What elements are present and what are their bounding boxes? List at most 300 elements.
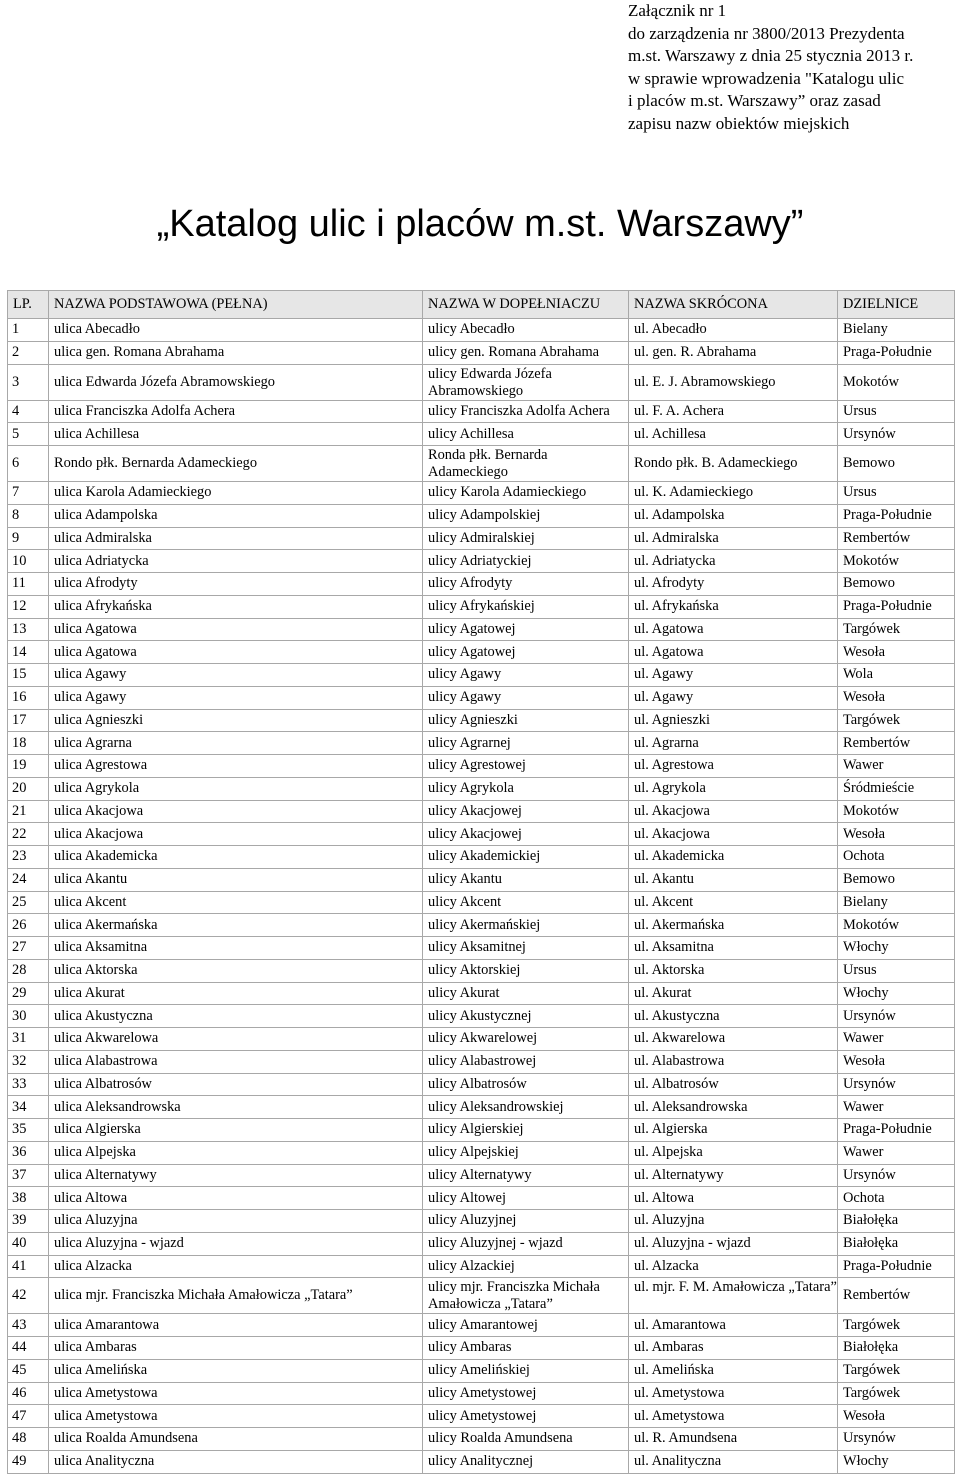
table-row <box>8 1141 955 1164</box>
row-number: 17 <box>8 709 49 732</box>
district-cell: Praga-Południe <box>838 1119 955 1142</box>
row-number: 46 <box>8 1382 49 1405</box>
row-number: 29 <box>8 982 49 1005</box>
short-name-cell: ul. Ametystowa <box>629 1405 838 1428</box>
annex-line: zapisu nazw obiektów miejskich <box>628 113 850 133</box>
district-cell: Ursynów <box>838 423 955 446</box>
full-name-cell: ulica Agawy <box>49 664 423 687</box>
district-cell: Ursynów <box>838 1164 955 1187</box>
genitive-name-cell: ulicy mjr. Franciszka Michała Amałowicza „Tatara” <box>423 1278 629 1314</box>
short-name-cell: ul. F. A. Achera <box>629 400 838 423</box>
row-number: 40 <box>8 1232 49 1255</box>
district-cell: Ursynów <box>838 1073 955 1096</box>
table-row <box>8 823 955 846</box>
table-row <box>8 937 955 960</box>
genitive-name-cell: ulicy Abecadło <box>423 319 629 342</box>
district-cell: Włochy <box>838 982 955 1005</box>
short-name-cell: ul. Afrykańska <box>629 595 838 618</box>
row-number: 11 <box>8 573 49 596</box>
short-name-cell: ul. E. J. Abramowskiego <box>629 364 838 400</box>
district-cell: Wawer <box>838 755 955 778</box>
short-name-cell: ul. Agatowa <box>629 641 838 664</box>
full-name-cell: ulica Aluzyjna <box>49 1210 423 1233</box>
header-lp: LP. <box>8 291 49 319</box>
full-name-cell: ulica Adampolska <box>49 504 423 527</box>
full-name-cell: ulica Akantu <box>49 868 423 891</box>
district-cell: Ursus <box>838 400 955 423</box>
table-row <box>8 319 955 342</box>
district-cell: Wesoła <box>838 641 955 664</box>
row-number: 49 <box>8 1450 49 1473</box>
short-name-cell: ul. Alpejska <box>629 1141 838 1164</box>
district-cell: Bielany <box>838 319 955 342</box>
row-number: 9 <box>8 527 49 550</box>
short-name-cell: ul. Ambaras <box>629 1337 838 1360</box>
row-number: 43 <box>8 1314 49 1337</box>
full-name-cell: ulica Alzacka <box>49 1255 423 1278</box>
row-number: 39 <box>8 1210 49 1233</box>
genitive-name-cell: ulicy Agrykola <box>423 777 629 800</box>
genitive-name-cell: Ronda płk. Bernarda Adameckiego <box>423 446 629 482</box>
full-name-cell: ulica Edwarda Józefa Abramowskiego <box>49 364 423 400</box>
district-cell: Rembertów <box>838 527 955 550</box>
short-name-cell: ul. Altowa <box>629 1187 838 1210</box>
row-number: 27 <box>8 937 49 960</box>
district-cell: Praga-Południe <box>838 1255 955 1278</box>
row-number: 19 <box>8 755 49 778</box>
table-row <box>8 982 955 1005</box>
full-name-cell: ulica Agawy <box>49 686 423 709</box>
row-number: 28 <box>8 959 49 982</box>
short-name-cell: ul. Amarantowa <box>629 1314 838 1337</box>
genitive-name-cell: ulicy Altowej <box>423 1187 629 1210</box>
short-name-cell: ul. Agrestowa <box>629 755 838 778</box>
full-name-cell: ulica Alpejska <box>49 1141 423 1164</box>
table-row <box>8 1050 955 1073</box>
genitive-name-cell: ulicy Admiralskiej <box>423 527 629 550</box>
full-name-cell: ulica Akademicka <box>49 846 423 869</box>
full-name-cell: ulica Admiralska <box>49 527 423 550</box>
short-name-cell: Rondo płk. B. Adameckiego <box>629 446 838 482</box>
genitive-name-cell: ulicy Alabastrowej <box>423 1050 629 1073</box>
table-row <box>8 1096 955 1119</box>
short-name-cell: ul. Abecadło <box>629 319 838 342</box>
header-genitive-name: NAZWA W DOPEŁNIACZU <box>423 291 629 319</box>
genitive-name-cell: ulicy Amarantowej <box>423 1314 629 1337</box>
table-row <box>8 914 955 937</box>
genitive-name-cell: ulicy Akantu <box>423 868 629 891</box>
full-name-cell: ulica Karola Adamieckiego <box>49 482 423 505</box>
genitive-name-cell: ulicy Akustycznej <box>423 1005 629 1028</box>
genitive-name-cell: ulicy Alpejskiej <box>423 1141 629 1164</box>
short-name-cell: ul. Agawy <box>629 686 838 709</box>
full-name-cell: ulica Algierska <box>49 1119 423 1142</box>
full-name-cell: ulica Achillesa <box>49 423 423 446</box>
row-number: 30 <box>8 1005 49 1028</box>
short-name-cell: ul. Agrarna <box>629 732 838 755</box>
row-number: 41 <box>8 1255 49 1278</box>
table-row <box>8 686 955 709</box>
district-cell: Wola <box>838 664 955 687</box>
table-row <box>8 400 955 423</box>
genitive-name-cell: ulicy Akurat <box>423 982 629 1005</box>
genitive-name-cell: ulicy Alternatywy <box>423 1164 629 1187</box>
short-name-cell: ul. mjr. F. M. Amałowicza „Tatara” <box>629 1278 838 1314</box>
table-row <box>8 1428 955 1451</box>
full-name-cell: ulica gen. Romana Abrahama <box>49 341 423 364</box>
district-cell: Włochy <box>838 1450 955 1473</box>
short-name-cell: ul. Agrykola <box>629 777 838 800</box>
genitive-name-cell: ulicy Achillesa <box>423 423 629 446</box>
full-name-cell: ulica Agrykola <box>49 777 423 800</box>
short-name-cell: ul. Albatrosów <box>629 1073 838 1096</box>
genitive-name-cell: ulicy Agatowej <box>423 618 629 641</box>
district-cell: Wesoła <box>838 686 955 709</box>
district-cell: Rembertów <box>838 1278 955 1314</box>
table-header-row <box>8 291 955 319</box>
district-cell: Bemowo <box>838 868 955 891</box>
genitive-name-cell: ulicy Aleksandrowskiej <box>423 1096 629 1119</box>
genitive-name-cell: ulicy Afrykańskiej <box>423 595 629 618</box>
short-name-cell: ul. Akantu <box>629 868 838 891</box>
short-name-cell: ul. Admiralska <box>629 527 838 550</box>
full-name-cell: ulica Afrykańska <box>49 595 423 618</box>
full-name-cell: ulica Akwarelowa <box>49 1028 423 1051</box>
district-cell: Wesoła <box>838 1050 955 1073</box>
genitive-name-cell: ulicy Aluzyjnej <box>423 1210 629 1233</box>
full-name-cell: ulica Analityczna <box>49 1450 423 1473</box>
annex-line: do zarządzenia nr 3800/2013 Prezydenta <box>628 23 905 43</box>
full-name-cell: ulica Akcent <box>49 891 423 914</box>
row-number: 26 <box>8 914 49 937</box>
row-number: 16 <box>8 686 49 709</box>
full-name-cell: ulica Abecadło <box>49 319 423 342</box>
row-number: 18 <box>8 732 49 755</box>
district-cell: Białołęka <box>838 1232 955 1255</box>
district-cell: Wesoła <box>838 823 955 846</box>
table-row <box>8 777 955 800</box>
table-row <box>8 1405 955 1428</box>
table-row <box>8 1028 955 1051</box>
row-number: 42 <box>8 1278 49 1314</box>
row-number: 4 <box>8 400 49 423</box>
table-row <box>8 959 955 982</box>
genitive-name-cell: ulicy Akwarelowej <box>423 1028 629 1051</box>
genitive-name-cell: ulicy Karola Adamieckiego <box>423 482 629 505</box>
table-row <box>8 800 955 823</box>
row-number: 13 <box>8 618 49 641</box>
district-cell: Wawer <box>838 1141 955 1164</box>
row-number: 38 <box>8 1187 49 1210</box>
full-name-cell: ulica Franciszka Adolfa Achera <box>49 400 423 423</box>
short-name-cell: ul. Achillesa <box>629 423 838 446</box>
row-number: 37 <box>8 1164 49 1187</box>
district-cell: Wesoła <box>838 1405 955 1428</box>
table-row <box>8 1005 955 1028</box>
table-row <box>8 364 955 400</box>
short-name-cell: ul. Akcent <box>629 891 838 914</box>
genitive-name-cell: ulicy Roalda Amundsena <box>423 1428 629 1451</box>
district-cell: Mokotów <box>838 550 955 573</box>
row-number: 6 <box>8 446 49 482</box>
district-cell: Ursynów <box>838 1428 955 1451</box>
short-name-cell: ul. Aksamitna <box>629 937 838 960</box>
genitive-name-cell: ulicy Aktorskiej <box>423 959 629 982</box>
full-name-cell: ulica mjr. Franciszka Michała Amałowicza „Tatara” <box>49 1278 423 1314</box>
table-row <box>8 618 955 641</box>
table-row <box>8 1255 955 1278</box>
short-name-cell: ul. Agatowa <box>629 618 838 641</box>
row-number: 48 <box>8 1428 49 1451</box>
full-name-cell: ulica Adriatycka <box>49 550 423 573</box>
genitive-name-cell: ulicy Analitycznej <box>423 1450 629 1473</box>
full-name-cell: ulica Aluzyjna - wjazd <box>49 1232 423 1255</box>
full-name-cell: ulica Aksamitna <box>49 937 423 960</box>
row-number: 33 <box>8 1073 49 1096</box>
genitive-name-cell: ulicy gen. Romana Abrahama <box>423 341 629 364</box>
row-number: 44 <box>8 1337 49 1360</box>
full-name-cell: ulica Akacjowa <box>49 823 423 846</box>
district-cell: Ursus <box>838 482 955 505</box>
district-cell: Targówek <box>838 618 955 641</box>
page-title: „Katalog ulic i placów m.st. Warszawy” <box>156 203 804 245</box>
full-name-cell: ulica Ametystowa <box>49 1405 423 1428</box>
district-cell: Bemowo <box>838 446 955 482</box>
row-number: 35 <box>8 1119 49 1142</box>
district-cell: Bemowo <box>838 573 955 596</box>
district-cell: Praga-Południe <box>838 595 955 618</box>
annex-line: i placów m.st. Warszawy” oraz zasad <box>628 91 881 111</box>
district-cell: Bielany <box>838 891 955 914</box>
district-cell: Białołęka <box>838 1210 955 1233</box>
row-number: 47 <box>8 1405 49 1428</box>
genitive-name-cell: ulicy Afrodyty <box>423 573 629 596</box>
district-cell: Ursynów <box>838 1005 955 1028</box>
district-cell: Wawer <box>838 1096 955 1119</box>
district-cell: Rembertów <box>838 732 955 755</box>
row-number: 34 <box>8 1096 49 1119</box>
table-row <box>8 527 955 550</box>
table-row <box>8 1232 955 1255</box>
short-name-cell: ul. Alabastrowa <box>629 1050 838 1073</box>
short-name-cell: ul. Adampolska <box>629 504 838 527</box>
row-number: 2 <box>8 341 49 364</box>
row-number: 3 <box>8 364 49 400</box>
full-name-cell: ulica Albatrosów <box>49 1073 423 1096</box>
table-row <box>8 504 955 527</box>
genitive-name-cell: ulicy Edwarda Józefa Abramowskiego <box>423 364 629 400</box>
genitive-name-cell: ulicy Adriatyckiej <box>423 550 629 573</box>
table-row <box>8 868 955 891</box>
table-row <box>8 446 955 482</box>
genitive-name-cell: ulicy Akademickiej <box>423 846 629 869</box>
full-name-cell: ulica Altowa <box>49 1187 423 1210</box>
street-catalog-table <box>7 290 955 1474</box>
table-row <box>8 732 955 755</box>
short-name-cell: ul. Aleksandrowska <box>629 1096 838 1119</box>
full-name-cell: ulica Akurat <box>49 982 423 1005</box>
short-name-cell: ul. R. Amundsena <box>629 1428 838 1451</box>
full-name-cell: Rondo płk. Bernarda Adameckiego <box>49 446 423 482</box>
table-row <box>8 1450 955 1473</box>
short-name-cell: ul. Aluzyjna - wjazd <box>629 1232 838 1255</box>
table-row <box>8 755 955 778</box>
genitive-name-cell: ulicy Algierskiej <box>423 1119 629 1142</box>
header-short-name: NAZWA SKRÓCONA <box>629 291 838 319</box>
header-full-name: NAZWA PODSTAWOWA (PEŁNA) <box>49 291 423 319</box>
district-cell: Praga-Południe <box>838 504 955 527</box>
genitive-name-cell: ulicy Agawy <box>423 686 629 709</box>
table-row <box>8 1187 955 1210</box>
row-number: 32 <box>8 1050 49 1073</box>
full-name-cell: ulica Ambaras <box>49 1337 423 1360</box>
short-name-cell: ul. Aktorska <box>629 959 838 982</box>
short-name-cell: ul. gen. R. Abrahama <box>629 341 838 364</box>
full-name-cell: ulica Alternatywy <box>49 1164 423 1187</box>
full-name-cell: ulica Alabastrowa <box>49 1050 423 1073</box>
row-number: 10 <box>8 550 49 573</box>
district-cell: Ochota <box>838 846 955 869</box>
district-cell: Targówek <box>838 709 955 732</box>
table-row <box>8 1164 955 1187</box>
district-cell: Targówek <box>838 1359 955 1382</box>
row-number: 36 <box>8 1141 49 1164</box>
table-row <box>8 1278 955 1314</box>
genitive-name-cell: ulicy Ametystowej <box>423 1405 629 1428</box>
district-cell: Ochota <box>838 1187 955 1210</box>
short-name-cell: ul. Agnieszki <box>629 709 838 732</box>
row-number: 24 <box>8 868 49 891</box>
row-number: 22 <box>8 823 49 846</box>
short-name-cell: ul. Akurat <box>629 982 838 1005</box>
annex-line: m.st. Warszawy z dnia 25 stycznia 2013 r. <box>628 46 914 66</box>
genitive-name-cell: ulicy Franciszka Adolfa Achera <box>423 400 629 423</box>
full-name-cell: ulica Ametystowa <box>49 1382 423 1405</box>
genitive-name-cell: ulicy Akermańskiej <box>423 914 629 937</box>
table-row <box>8 1314 955 1337</box>
district-cell: Białołęka <box>838 1337 955 1360</box>
short-name-cell: ul. Amelińska <box>629 1359 838 1382</box>
short-name-cell: ul. K. Adamieckiego <box>629 482 838 505</box>
full-name-cell: ulica Agrestowa <box>49 755 423 778</box>
annex-note <box>628 0 913 136</box>
genitive-name-cell: ulicy Akacjowej <box>423 823 629 846</box>
short-name-cell: ul. Algierska <box>629 1119 838 1142</box>
genitive-name-cell: ulicy Aksamitnej <box>423 937 629 960</box>
genitive-name-cell: ulicy Ambaras <box>423 1337 629 1360</box>
genitive-name-cell: ulicy Amelińskiej <box>423 1359 629 1382</box>
annex-line: w sprawie wprowadzenia "Katalogu ulic <box>628 68 905 88</box>
short-name-cell: ul. Akademicka <box>629 846 838 869</box>
genitive-name-cell: ulicy Agawy <box>423 664 629 687</box>
genitive-name-cell: ulicy Alzackiej <box>423 1255 629 1278</box>
full-name-cell: ulica Amarantowa <box>49 1314 423 1337</box>
row-number: 31 <box>8 1028 49 1051</box>
row-number: 5 <box>8 423 49 446</box>
full-name-cell: ulica Aleksandrowska <box>49 1096 423 1119</box>
district-cell: Ursus <box>838 959 955 982</box>
table-row <box>8 341 955 364</box>
district-cell: Mokotów <box>838 364 955 400</box>
row-number: 8 <box>8 504 49 527</box>
row-number: 7 <box>8 482 49 505</box>
row-number: 23 <box>8 846 49 869</box>
genitive-name-cell: ulicy Akcent <box>423 891 629 914</box>
genitive-name-cell: ulicy Adampolskiej <box>423 504 629 527</box>
full-name-cell: ulica Akustyczna <box>49 1005 423 1028</box>
table-row <box>8 641 955 664</box>
district-cell: Śródmieście <box>838 777 955 800</box>
table-row <box>8 1210 955 1233</box>
row-number: 14 <box>8 641 49 664</box>
table-row <box>8 1382 955 1405</box>
short-name-cell: ul. Akacjowa <box>629 823 838 846</box>
district-cell: Targówek <box>838 1382 955 1405</box>
table-row <box>8 550 955 573</box>
table-row <box>8 1119 955 1142</box>
genitive-name-cell: ulicy Albatrosów <box>423 1073 629 1096</box>
table-row <box>8 664 955 687</box>
genitive-name-cell: ulicy Ametystowej <box>423 1382 629 1405</box>
full-name-cell: ulica Agatowa <box>49 618 423 641</box>
short-name-cell: ul. Afrodyty <box>629 573 838 596</box>
row-number: 25 <box>8 891 49 914</box>
row-number: 20 <box>8 777 49 800</box>
short-name-cell: ul. Akermańska <box>629 914 838 937</box>
annex-line: Załącznik nr 1 <box>628 1 727 20</box>
row-number: 1 <box>8 319 49 342</box>
genitive-name-cell: ulicy Agrarnej <box>423 732 629 755</box>
short-name-cell: ul. Adriatycka <box>629 550 838 573</box>
short-name-cell: ul. Alternatywy <box>629 1164 838 1187</box>
short-name-cell: ul. Akwarelowa <box>629 1028 838 1051</box>
short-name-cell: ul. Alzacka <box>629 1255 838 1278</box>
district-cell: Praga-Południe <box>838 341 955 364</box>
district-cell: Mokotów <box>838 914 955 937</box>
full-name-cell: ulica Afrodyty <box>49 573 423 596</box>
full-name-cell: ulica Roalda Amundsena <box>49 1428 423 1451</box>
short-name-cell: ul. Akustyczna <box>629 1005 838 1028</box>
genitive-name-cell: ulicy Agatowej <box>423 641 629 664</box>
table-row <box>8 1359 955 1382</box>
district-cell: Mokotów <box>838 800 955 823</box>
full-name-cell: ulica Amelińska <box>49 1359 423 1382</box>
table-row <box>8 482 955 505</box>
full-name-cell: ulica Agrarna <box>49 732 423 755</box>
short-name-cell: ul. Akacjowa <box>629 800 838 823</box>
table-row <box>8 709 955 732</box>
district-cell: Włochy <box>838 937 955 960</box>
short-name-cell: ul. Agawy <box>629 664 838 687</box>
table-row <box>8 423 955 446</box>
table-row <box>8 891 955 914</box>
header-districts: DZIELNICE <box>838 291 955 319</box>
district-cell: Wawer <box>838 1028 955 1051</box>
table-row <box>8 573 955 596</box>
short-name-cell: ul. Aluzyjna <box>629 1210 838 1233</box>
full-name-cell: ulica Akacjowa <box>49 800 423 823</box>
genitive-name-cell: ulicy Agnieszki <box>423 709 629 732</box>
row-number: 21 <box>8 800 49 823</box>
table-row <box>8 1337 955 1360</box>
genitive-name-cell: ulicy Agrestowej <box>423 755 629 778</box>
table-body <box>8 319 955 1474</box>
district-cell: Targówek <box>838 1314 955 1337</box>
table-row <box>8 846 955 869</box>
full-name-cell: ulica Akermańska <box>49 914 423 937</box>
genitive-name-cell: ulicy Aluzyjnej - wjazd <box>423 1232 629 1255</box>
table-row <box>8 595 955 618</box>
